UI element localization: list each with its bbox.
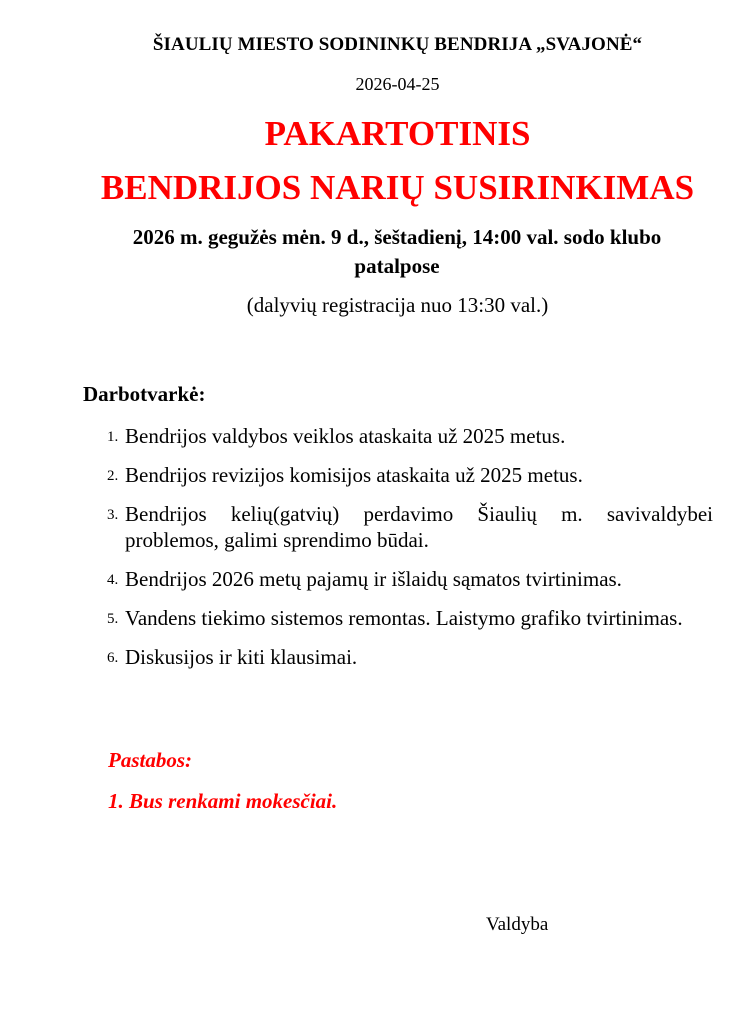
agenda-item-text: Diskusijos ir kiti klausimai. xyxy=(125,645,358,669)
agenda-item-number: 1. xyxy=(107,429,119,445)
title-line-2: BENDRIJOS NARIŲ SUSIRINKIMAS xyxy=(100,168,695,207)
agenda-list xyxy=(107,423,713,683)
agenda-item xyxy=(107,566,713,592)
agenda-item xyxy=(107,644,713,670)
notes-heading: Pastabos: xyxy=(108,748,192,772)
agenda-item-text: Bendrijos kelių(gatvių) perdavimo Šiaulių m. savivaldybei problemos, galimi sprendimo būdai. xyxy=(125,502,713,552)
agenda-item xyxy=(107,501,713,553)
agenda-item-text: Vandens tiekimo sistemos remontas. Laistymo grafiko tvirtinimas. xyxy=(125,606,683,630)
meeting-date-place: 2026 m. gegužės mėn. 9 d., šeštadienį, 14:00 val. sodo klubo patalpose xyxy=(132,225,662,278)
document-date: 2026-04-25 xyxy=(355,74,440,94)
agenda-item-text: Bendrijos valdybos veiklos ataskaita už 2025 metus. xyxy=(125,424,566,448)
agenda-item-text: Bendrijos 2026 metų pajamų ir išlaidų sąmatos tvirtinimas. xyxy=(125,567,622,591)
agenda-item-number: 5. xyxy=(107,611,119,627)
organization-name: ŠIAULIŲ MIESTO SODININKŲ BENDRIJA „SVAJONĖ“ xyxy=(152,34,643,55)
notes-item: 1. Bus renkami mokesčiai. xyxy=(108,789,338,813)
agenda-item xyxy=(107,423,713,449)
agenda-item xyxy=(107,605,713,631)
agenda-item-number: 3. xyxy=(107,507,119,523)
agenda-heading: Darbotvarkė: xyxy=(83,382,206,406)
agenda-item-number: 6. xyxy=(107,650,119,666)
title-line-1: PAKARTOTINIS xyxy=(264,114,531,153)
agenda-item xyxy=(107,462,713,488)
agenda-item-number: 2. xyxy=(107,468,119,484)
agenda-item-text: Bendrijos revizijos komisijos ataskaita už 2025 metus. xyxy=(125,463,583,487)
signature: Valdyba xyxy=(486,914,549,935)
registration-note: (dalyvių registracija nuo 13:30 val.) xyxy=(246,293,549,317)
agenda-item-number: 4. xyxy=(107,572,119,588)
